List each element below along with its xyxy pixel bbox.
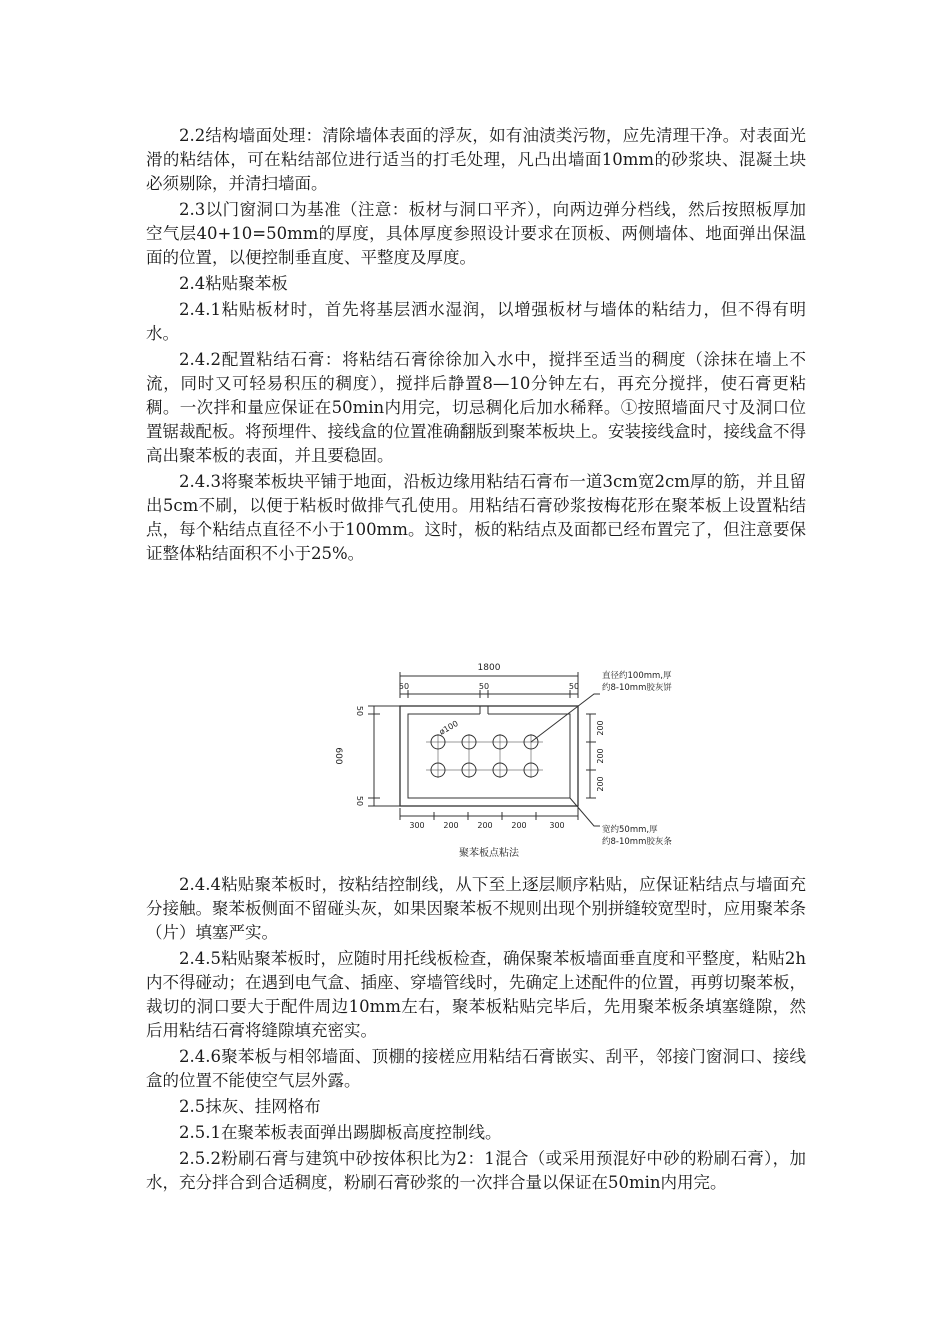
dim-bottom-2: 200 <box>443 821 459 830</box>
note-top-line2: 约8-10mm胶灰饼 <box>602 683 672 693</box>
paragraph-2-4-1: 2.4.1粘贴板材时，首先将基层洒水湿润，以增强板材与墙体的粘结力，但不得有明水。 <box>146 300 806 343</box>
bonding-strip <box>408 714 570 798</box>
body-text-bottom <box>146 873 806 1197</box>
note-top-line1: 直径约100mm,厚 <box>602 671 672 681</box>
dim-top-right: 50 <box>568 682 580 691</box>
paragraph-2-5-1: 2.5.1在聚苯板表面弹出踢脚板高度控制线。 <box>179 1123 502 1142</box>
paragraph-2-4-3: 2.4.3将聚苯板块平铺于地面，沿板边缘用粘结石膏布一道3cm宽2cm厚的筋，并且留出5cm不刷，以便于粘板时做排气孔使用。用粘结石膏砂浆按梅花形在聚苯板上设置粘结点，每个粘结点直径不小于100mm。这时，板的粘结点及面都已经布置完了，但注意要保证整体粘结面积不小于25%。 <box>146 472 806 563</box>
dim-right-top: 200 <box>596 720 605 736</box>
dim-bottom-4: 200 <box>511 821 527 830</box>
body-text-top <box>146 124 806 568</box>
dim-left-bottom: 50 <box>355 795 364 807</box>
dim-bottom-5: 300 <box>549 821 565 830</box>
dim-total-width: 1800 <box>477 663 501 673</box>
paragraph-2-4-4: 2.4.4粘贴聚苯板时，按粘结控制线，从下至上逐层顺序粘贴，应保证粘结点与墙面充分接触。聚苯板侧面不留碰头灰，如果因聚苯板不规则出现个别拼缝较宽型时，应用聚苯条（片）填塞严实。 <box>146 875 806 942</box>
heading-2-4: 2.4粘贴聚苯板 <box>179 274 288 293</box>
figure-caption: 聚苯板点粘法 <box>459 848 519 859</box>
paragraph-2-4-2: 2.4.2配置粘结石膏：将粘结石膏徐徐加入水中，搅拌至适当的稠度（涂抹在墙上不流，同时又可轻易积压的稠度），搅拌后静置8—10分钟左右，再充分搅拌，使石膏更粘稠。一次拌和量应保证在50min内用完，切忌稠化后加水稀释。①按照墙面尺寸及洞口位置锯裁配板。将预埋件、接线盒的位置准确翻版到聚苯板块上。安装接线盒时，接线盒不得高出聚苯板的表面，并且要稳固。 <box>146 350 806 465</box>
eps-board-outline <box>400 706 578 806</box>
dot-diameter-label: ø100 <box>437 718 460 737</box>
paragraph-2-4-5: 2.4.5粘贴聚苯板时，应随时用托线板检查，确保聚苯板墙面垂直度和平整度，粘贴2h内不得碰动；在遇到电气盒、插座、穿墙管线时，先确定上述配件的位置，再剪切聚苯板，裁切的洞口要大于配件周边10mm左右，聚苯板粘贴完毕后，先用聚苯板条填塞缝隙，然后用粘结石膏将缝隙填充密实。 <box>146 949 806 1040</box>
note-bottom-line1: 宽约50mm,厚 <box>602 825 658 835</box>
eps-board-spot-bonding-diagram <box>330 656 700 868</box>
bonding-dots <box>426 734 543 778</box>
dim-bottom-3: 200 <box>477 821 493 830</box>
paragraph-2-2: 2.2结构墙面处理：清除墙体表面的浮灰，如有油渍类污物，应先清理干净。对表面光滑的粘结体，可在粘结部位进行适当的打毛处理，凡凸出墙面10mm的砂浆块、混凝土块必须剔除，并清扫墙面。 <box>146 126 806 193</box>
heading-2-5: 2.5抹灰、挂网格布 <box>179 1097 321 1116</box>
note-bottom-line2: 约8-10mm胶灰条 <box>602 837 672 847</box>
paragraph-2-4-6: 2.4.6聚苯板与相邻墙面、顶棚的接槎应用粘结石膏嵌实、刮平，邻接门窗洞口、接线盒的位置不能使空气层外露。 <box>146 1047 806 1090</box>
leader-line-strip <box>570 798 600 826</box>
dim-top-middle: 50 <box>478 682 490 691</box>
paragraph-2-5-2: 2.5.2粉刷石膏与建筑中砂按体积比为2：1混合（或采用预混好中砂的粉刷石膏），加水，充分拌合到合适稠度，粉刷石膏砂浆的一次拌合量以保证在50min内用完。 <box>146 1149 806 1192</box>
dim-top-left: 50 <box>398 682 410 691</box>
paragraph-2-3: 2.3以门窗洞口为基准（注意：板材与洞口平齐），向两边弹分档线，然后按照板厚加空气层40+10=50mm的厚度，具体厚度参照设计要求在顶板、两侧墙体、地面弹出保温面的位置，以便控制垂直度、平整度及厚度。 <box>146 200 806 267</box>
dim-right-middle: 200 <box>596 748 605 764</box>
dim-bottom-1: 300 <box>409 821 425 830</box>
dim-left-top: 50 <box>355 705 364 717</box>
dim-right-bottom: 200 <box>596 776 605 792</box>
dim-height: 600 <box>333 747 343 765</box>
